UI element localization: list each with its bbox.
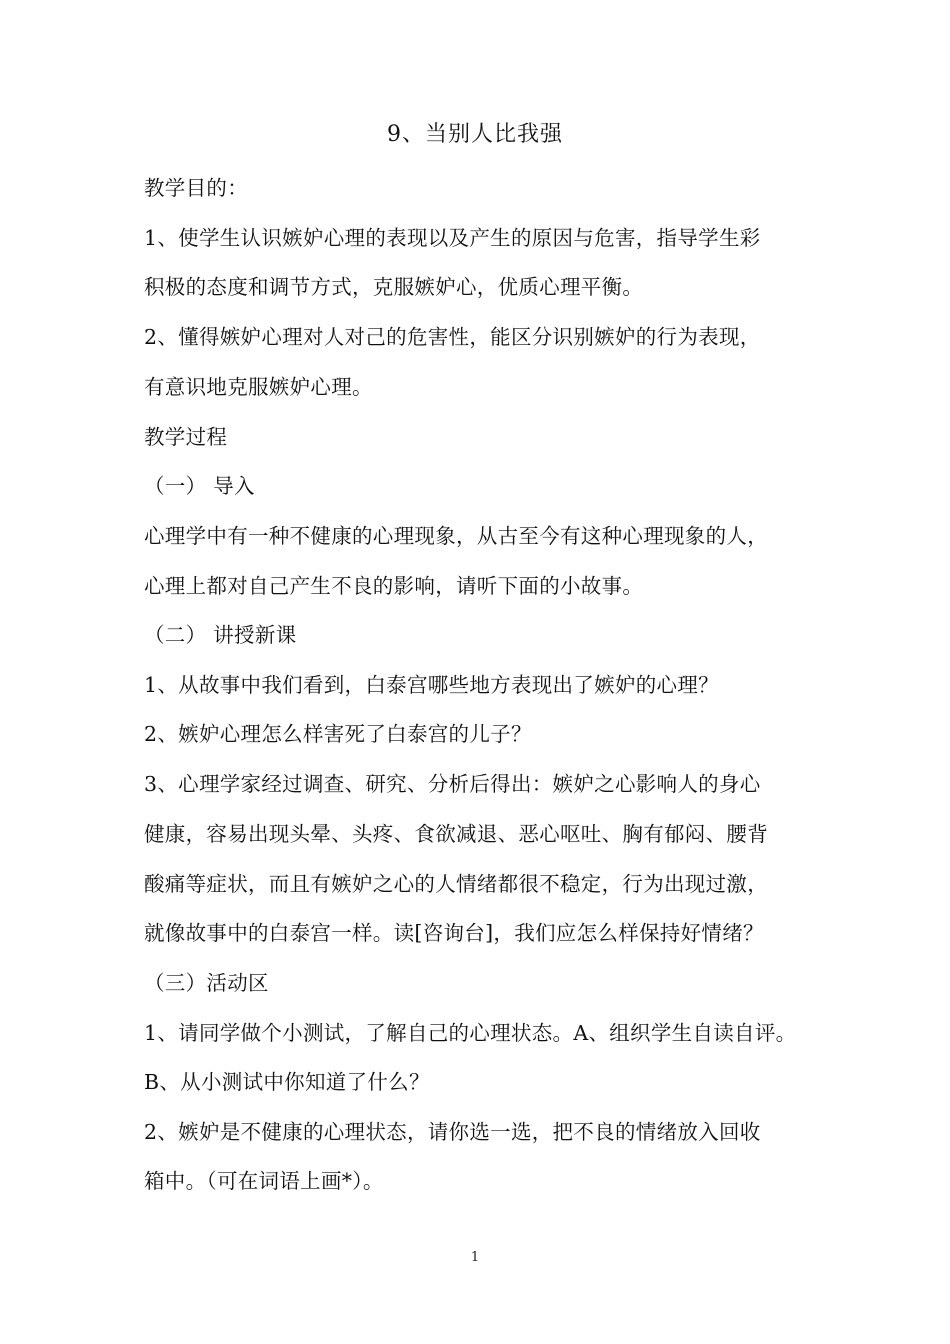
- text-line: 教学目的：: [144, 176, 248, 200]
- text-line: 2、懂得嫉妒心理对人对己的危害性，能区分识别嫉妒的行为表现，: [144, 325, 761, 349]
- text-line: 教学过程: [144, 425, 228, 449]
- section-heading: （二） 讲授新课: [144, 623, 297, 647]
- section-heading: （一） 导入: [144, 474, 255, 498]
- text-line: 有意识地克服嫉妒心理。: [144, 375, 373, 399]
- text-line: 就像故事中的白泰宫一样。读[咨询台]，我们应怎么样保持好情绪？: [144, 921, 764, 945]
- text-line: 箱中。（可在词语上画*）。: [144, 1169, 384, 1193]
- text-line: 积极的态度和调节方式，克服嫉妒心，优质心理平衡。: [144, 275, 644, 299]
- text-line: 1、请同学做个小测试，了解自己的心理状态。A、组织学生自读自评。: [144, 1021, 797, 1045]
- text-line: 健康，容易出现头晕、头疼、食欲减退、恶心呕吐、胸有郁闷、腰背: [144, 822, 768, 846]
- text-line: 3、心理学家经过调查、研究、分析后得出：嫉妒之心影响人的身心: [144, 772, 761, 796]
- text-line: 心理学中有一种不健康的心理现象，从古至今有这种心理现象的人，: [144, 524, 768, 548]
- text-line: 酸痛等症状，而且有嫉妒之心的人情绪都很不稳定，行为出现过激，: [144, 872, 768, 896]
- text-line: B、从小测试中你知道了什么？: [144, 1070, 430, 1094]
- text-line: 1、使学生认识嫉妒心理的表现以及产生的原因与危害，指导学生彩: [144, 226, 761, 250]
- section-heading: （三）活动区: [144, 971, 269, 995]
- page-title: 9、当别人比我强: [387, 122, 563, 147]
- text-line: 2、嫉妒心理怎么样害死了白泰宫的儿子？: [144, 722, 532, 746]
- text-line: 心理上都对自己产生不良的影响，请听下面的小故事。: [144, 574, 644, 598]
- text-line: 1、从故事中我们看到，白泰宫哪些地方表现出了嫉妒的心理？: [144, 673, 719, 697]
- text-line: 2、嫉妒是不健康的心理状态，请你选一选，把不良的情绪放入回收: [144, 1120, 761, 1144]
- page-number: 1: [470, 1250, 480, 1265]
